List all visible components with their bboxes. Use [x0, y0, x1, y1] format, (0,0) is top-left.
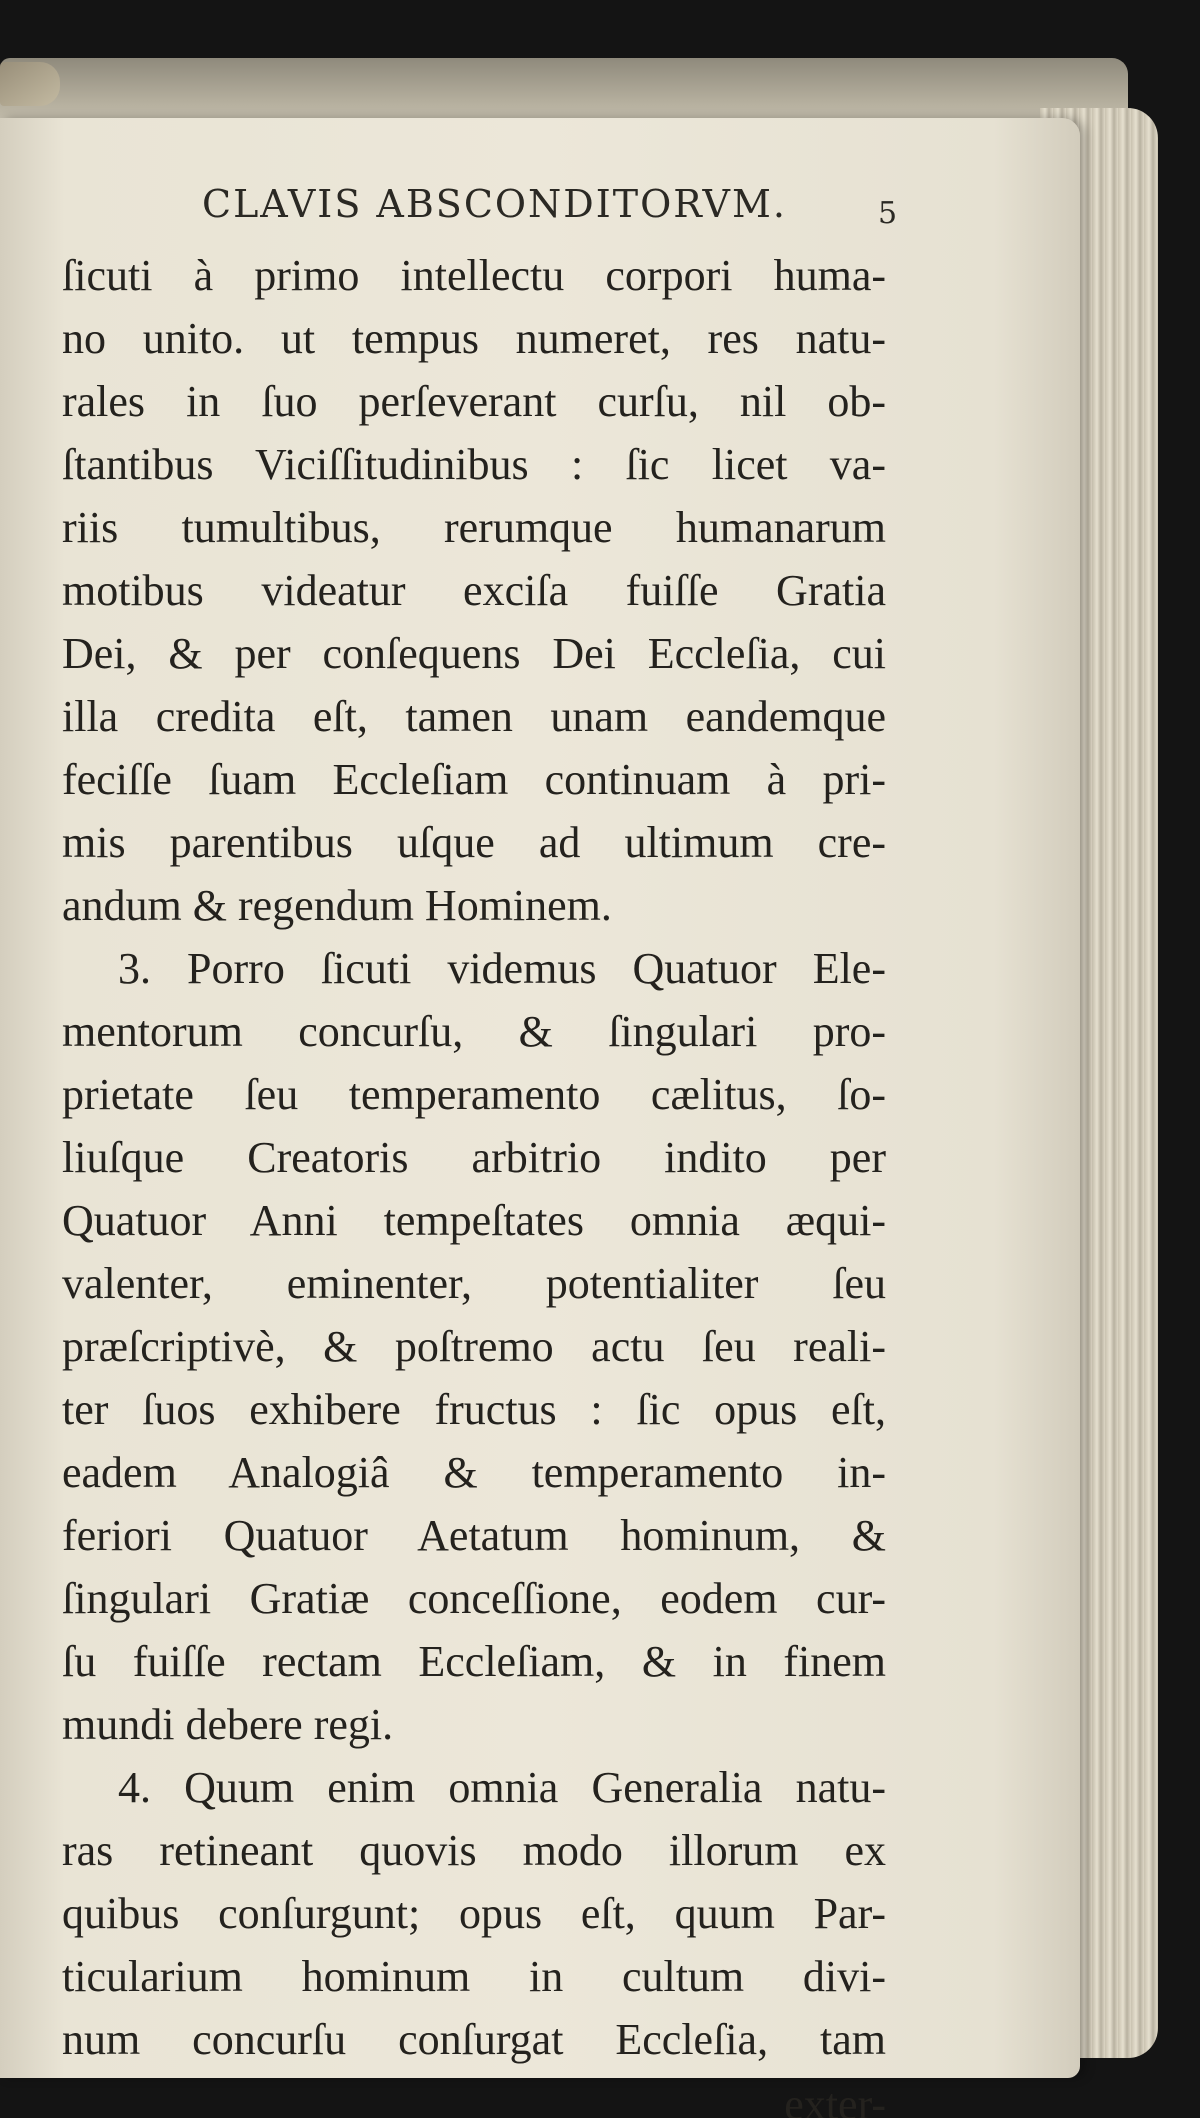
- text-line: no unito. ut tempus numeret, res natu-: [62, 314, 886, 363]
- text-line: Quatuor Anni tempeſtates omnia æqui-: [62, 1196, 886, 1245]
- text-line: valenter, eminenter, potentialiter ſeu: [62, 1259, 886, 1308]
- text-line: mentorum concurſu, & ſingulari pro-: [62, 1007, 886, 1056]
- text-line: ſicuti à primo intellectu corpori huma-: [62, 251, 886, 300]
- text-line: feciſſe ſuam Eccleſiam continuam à pri-: [62, 755, 886, 804]
- text-line: Dei, & per conſequens Dei Eccleſia, cui: [62, 629, 886, 678]
- text-line: liuſque Creatoris arbitrio indito per: [62, 1133, 886, 1182]
- text-line: ras retineant quovis modo illorum ex: [62, 1826, 886, 1875]
- text-line: ter ſuos exhibere fructus : ſic opus eſt,: [62, 1385, 886, 1434]
- text-line: andum & regendum Hominem.: [62, 881, 612, 930]
- text-line: mundi debere regi.: [62, 1700, 394, 1749]
- text-line: quibus conſurgunt; opus eſt, quum Par-: [62, 1889, 886, 1938]
- text-line: ticularium hominum in cultum divi-: [62, 1952, 886, 2001]
- text-line: eadem Analogiâ & temperamento in-: [62, 1448, 886, 1497]
- text-line: ſingulari Gratiæ conceſſione, eodem cur-: [62, 1574, 886, 1623]
- text-line: illa credita eſt, tamen unam eandemque: [62, 692, 886, 741]
- text-line: feriori Quatuor Aetatum hominum, &: [62, 1511, 886, 1560]
- text-line: ſu fuiſſe rectam Eccleſiam, & in finem: [62, 1637, 886, 1686]
- running-head: CLAVIS ABSCONDITORVM.: [202, 182, 787, 226]
- text-line: 4. Quum enim omnia Generalia natu-: [118, 1763, 886, 1812]
- catchword: exter-: [784, 2080, 886, 2118]
- text-line: ſtantibus Viciſſitudinibus : ſic licet va-: [62, 440, 886, 489]
- body-text: [62, 244, 886, 2118]
- text-line: prietate ſeu temperamento cælitus, ſo-: [62, 1070, 886, 1119]
- text-line: rales in ſuo perſeverant curſu, nil ob-: [62, 377, 886, 426]
- text-line: 3. Porro ſicuti videmus Quatuor Ele-: [118, 944, 886, 993]
- page-number: 5: [878, 196, 898, 231]
- text-line: mis parentibus uſque ad ultimum cre-: [62, 818, 886, 867]
- binding-thread: [0, 62, 60, 106]
- text-line: motibus videatur exciſa fuiſſe Gratia: [62, 566, 886, 615]
- text-line: præſcriptivè, & poſtremo actu ſeu reali-: [62, 1322, 886, 1371]
- text-line: num concurſu conſurgat Eccleſia, tam: [62, 2015, 886, 2064]
- text-line: riis tumultibus, rerumque humanarum: [62, 503, 886, 552]
